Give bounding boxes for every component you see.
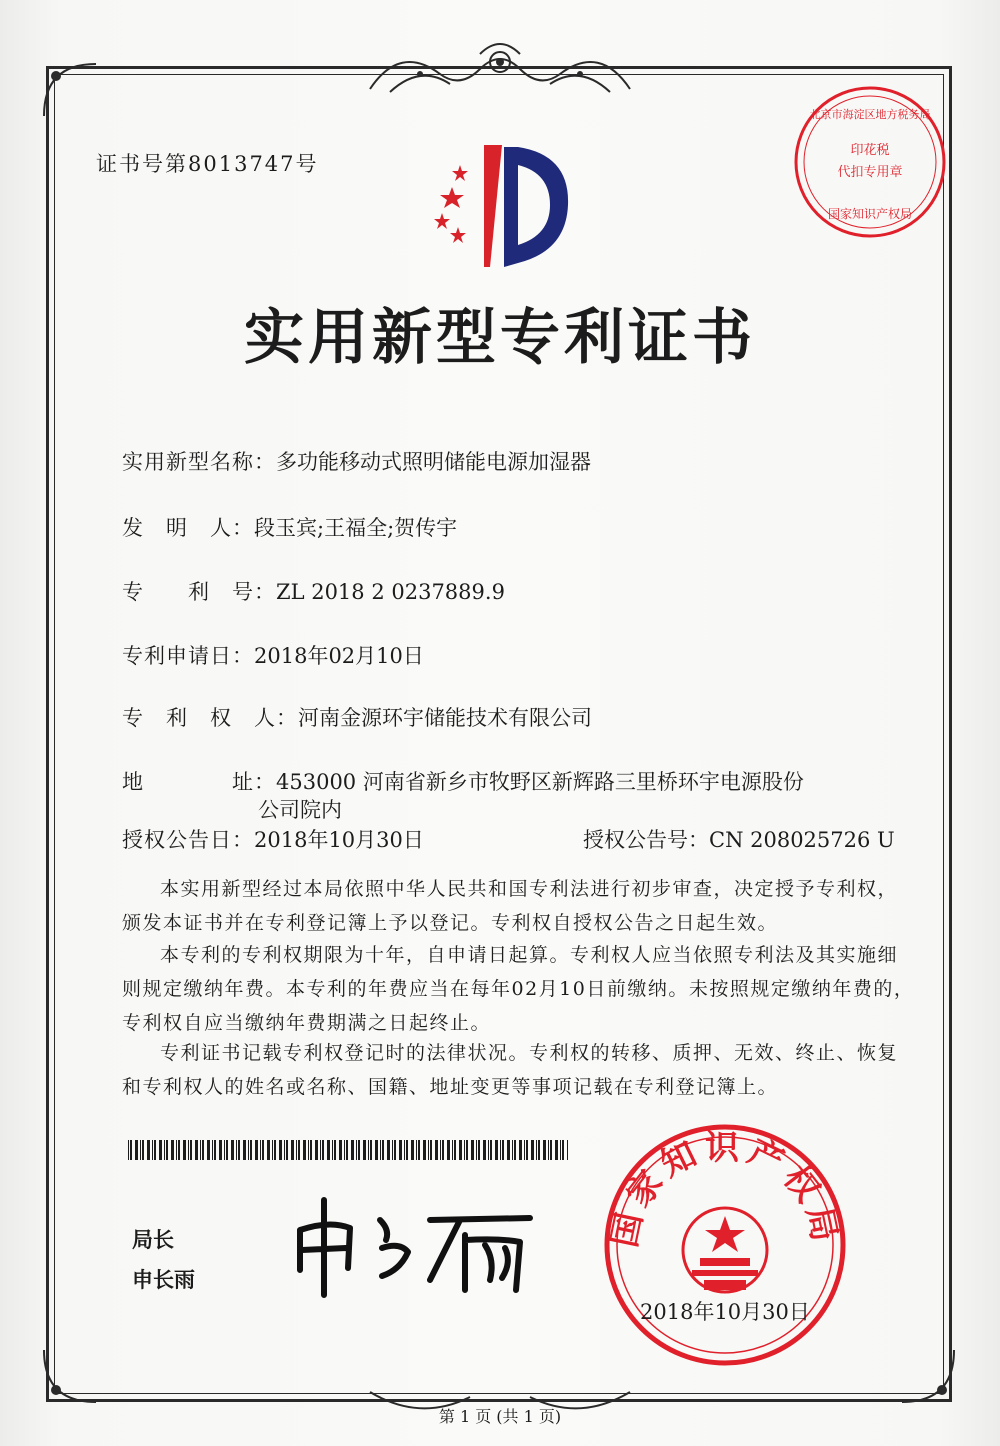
field-inventor <box>122 512 457 542</box>
field-patentee <box>122 702 592 732</box>
field-label: 专 利 号： <box>122 580 276 604</box>
field-value: CN 208025726 U <box>709 828 895 852</box>
seal-date: 2018年10月30日 <box>640 1300 810 1324</box>
tax-stamp-middle-text: 印花税 <box>850 143 890 158</box>
cnipa-logo <box>420 135 580 275</box>
field-value: 453000 河南省新乡市牧野区新辉路三里桥环宇电源股份 <box>276 770 804 794</box>
director-signature <box>290 1190 540 1300</box>
field-grant-date <box>122 824 424 854</box>
director-name: 申长雨 <box>132 1268 195 1292</box>
page-number: 第 1 页 (共 1 页) <box>438 1407 562 1426</box>
paragraph-grant: 本实用新型经过本局依照中华人民共和国专利法进行初步审查，决定授予专利权，颁发本证书并在专利登记簿上予以登记。专利权自授权公告之日起生效。 <box>122 878 899 934</box>
field-label: 专利申请日： <box>122 644 254 668</box>
field-label: 授权公告号： <box>583 828 709 852</box>
tax-stamp-top-text: 北京市海淀区地方税务局 <box>809 108 931 121</box>
field-label: 实用新型名称： <box>122 450 276 474</box>
field-value: ZL 2018 2 0237889.9 <box>276 580 505 604</box>
field-address <box>122 766 804 796</box>
field-label: 专 利 权 人： <box>122 706 298 730</box>
certificate-title: 实用新型专利证书 <box>244 303 756 373</box>
field-value: 河南金源环宇储能技术有限公司 <box>298 706 592 730</box>
field-label: 授权公告日： <box>122 828 254 852</box>
field-label: 地 址： <box>122 770 276 794</box>
barcode <box>128 1140 568 1160</box>
top-ornament <box>360 34 640 104</box>
paragraph-legal-status: 专利证书记载专利权登记时的法律状况。专利权的转移、质押、无效、终止、恢复和专利权人的姓名或名称、国籍、地址变更等事项记载在专利登记簿上。 <box>122 1042 899 1098</box>
corner-ornament-top-left <box>40 60 100 120</box>
corner-ornament-bottom-right <box>898 1346 958 1406</box>
seal-text: 国家知识产权局 <box>604 1128 846 1251</box>
tax-stamp-sub-text: 代扣专用章 <box>837 165 903 180</box>
field-application-date <box>122 640 424 670</box>
corner-ornament-bottom-left <box>40 1346 100 1406</box>
field-value: 2018年02月10日 <box>254 644 424 668</box>
field-value: 2018年10月30日 <box>254 828 424 852</box>
field-address-line2: 公司院内 <box>258 798 342 822</box>
field-patent-number <box>122 576 505 606</box>
field-value: 段玉宾;王福全;贺传宇 <box>254 516 458 540</box>
field-utility-model-name <box>122 446 591 476</box>
field-publication-number <box>583 824 895 854</box>
certificate-number: 证书号第8013747号 <box>96 152 319 176</box>
cnipa-official-seal <box>600 1120 850 1370</box>
director-title: 局长 <box>132 1228 174 1252</box>
tax-stamp <box>790 82 950 242</box>
paragraph-term: 本专利的专利权期限为十年，自申请日起算。专利权人应当依照专利法及其实施细则规定缴纳年费。本专利的年费应当在每年02月10日前缴纳。未按照规定缴纳年费的，专利权自应当缴纳年费期满之日起终止。 <box>122 944 915 1034</box>
field-value: 多功能移动式照明储能电源加湿器 <box>276 450 591 474</box>
field-label: 发 明 人： <box>122 516 254 540</box>
tax-stamp-bottom-text: 国家知识产权局 <box>827 207 913 221</box>
